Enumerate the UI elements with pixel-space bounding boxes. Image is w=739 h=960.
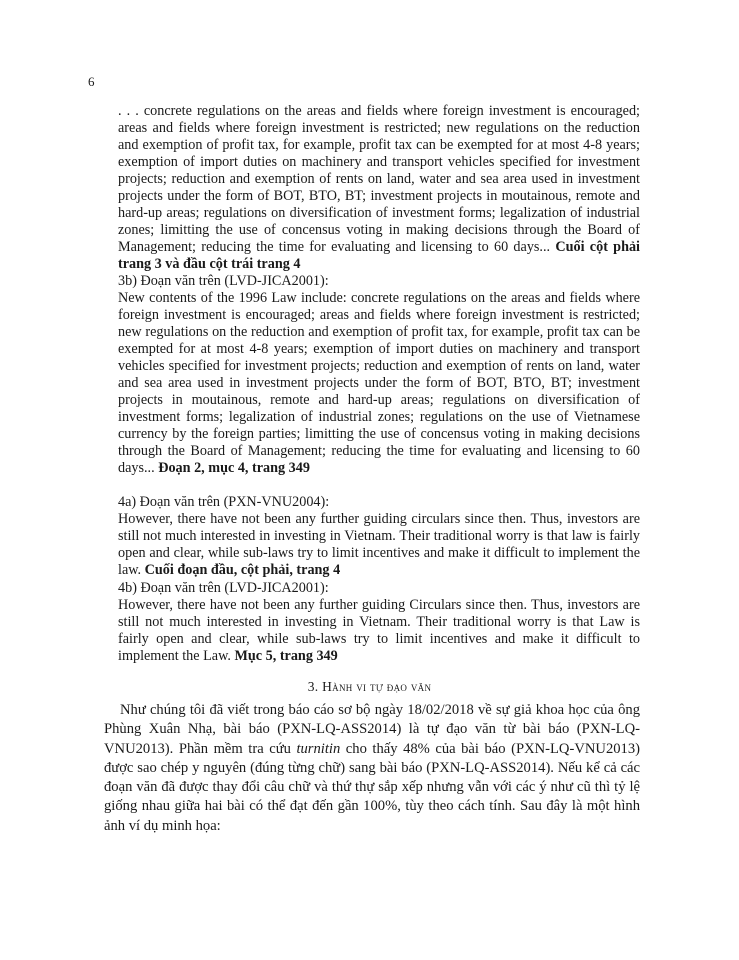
body-part-2: cho thấy 48% của bài báo (PXN-LQ-VNU2013) được sao chép y nguyên (đúng từng chữ) sang bài báo (PXN-LQ-ASS2014). Nếu kể cả các đoạn văn đã được thay đổi câu chữ và thứ thự sắp xếp nhưng vẫn với các ý như cũ thì tỷ lệ giống nhau giữa hai bài có thể đạt đến gần 100%, tùy theo cách tính. Sau đây là một hình ảnh ví dụ minh họa: (104, 740, 640, 834)
quote-3a-source: Cuối cột phải trang 3 và đầu cột trái trang 4 (118, 239, 640, 272)
quote-4b-source: Mục 5, trang 349 (234, 648, 338, 664)
quote-block-3b (118, 290, 640, 477)
quote-4a-source: Cuối đoạn đầu, cột phải, trang 4 (144, 562, 341, 578)
body-italic-term: turnitin (296, 740, 341, 757)
body-part-1: Như chúng tôi đã viết trong báo cáo sơ bộ ngày 18/02/2018 về sự giả khoa học của ông Phùng Xuân Nhạ, bài báo (PXN-LQ-ASS2014) là tự đạo văn từ bài báo (PXN-LQ-VNU2013). Phần mềm tra cứu (104, 702, 640, 757)
page-number: 6 (88, 74, 95, 89)
section-heading: 3. Hành vi tự đạo văn (307, 679, 432, 694)
quote-block-4a (118, 511, 640, 579)
quote-block-4b (118, 597, 640, 665)
label-3b: 3b) Đoạn văn trên (LVD-JICA2001): (118, 273, 329, 289)
body-paragraph (104, 701, 640, 836)
quote-3a-text: . . . concrete regulations on the areas and fields where foreign investment is encouraged; areas and fields where foreign investment is restricted; new regulations on the reduction and exemption of profit tax, for example, profit tax can be exempted for at most 4-8 years; exemption of import duties on machinery and transport vehicles specified for investment projects; reduction and exemption of rents on land, water and sea area used in investment projects under the form of BOT, BTO, BT; investment projects in moutainous, remote and hard-up areas; regulations on diversification of investment forms; legalization of industrial zones; limitting the use of concensus voting in making decisions through the Board of Management; reducing the time for evaluating and licensing to 60 days... (118, 103, 640, 255)
quote-3b-source: Đoạn 2, mục 4, trang 349 (158, 460, 310, 476)
quote-3b-text: New contents of the 1996 Law include: concrete regulations on the areas and fields where foreign investment is encouraged; areas and fields where foreign investment is restricted; new regulations on the reduction and exemption of profit tax, for example, profit tax can be exempted for at most 4-8 years; exemption of import duties on machinery and transport vehicles specified for investment projects; reduction and exemption of rents on land, water and sea area used in investment projects under the form of BOT, BTO, BT; investment projects in moutainous, remote and hard-up areas; regulations on diversification of investment forms; legalization of industrial zones; regulations on the use of Vietnamese currency by the foreign parties; limitting the use of concensus voting in making decisions through the Board of Management; reducing the time for evaluating and licensing to 60 days... (118, 290, 640, 476)
quote-4b-text: However, there have not been any further guiding Circulars since then. Thus, investors are still not much interested in investing in Vietnam. Their traditional worry is that Law is fairly open and clear, while sub-laws try to limit incentives and make it difficult to implement the Law. (118, 597, 640, 664)
label-4b: 4b) Đoạn văn trên (LVD-JICA2001): (118, 580, 329, 596)
quote-block-3a (118, 103, 640, 273)
quote-4a-text: However, there have not been any further guiding circulars since then. Thus, investors are still not much interested in investing in Vietnam. Their traditional worry is that law is fairly open and clear, while sub-laws try to limit incentives and make it difficult to implement the law. (118, 511, 640, 578)
label-4a: 4a) Đoạn văn trên (PXN-VNU2004): (118, 494, 330, 510)
